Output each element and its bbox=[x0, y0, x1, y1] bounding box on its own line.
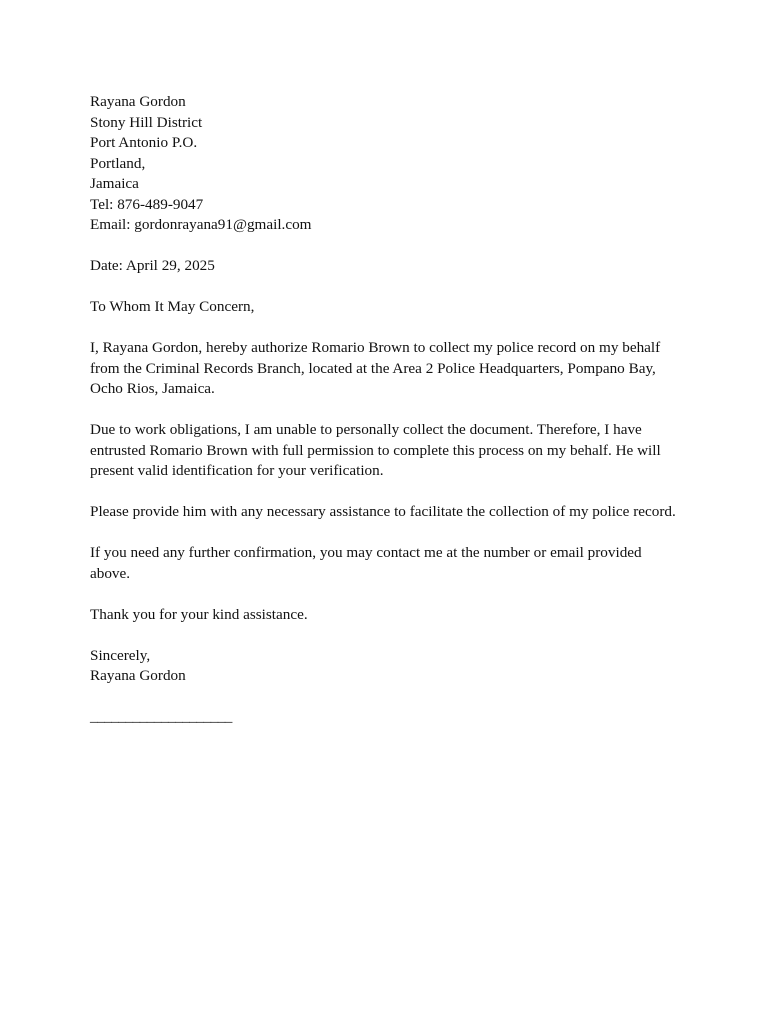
sender-tel: Tel: 876-489-9047 bbox=[90, 195, 204, 213]
signature-line: ____________________ bbox=[90, 708, 232, 725]
body-paragraph-4 bbox=[90, 543, 690, 584]
closing-block bbox=[90, 646, 690, 687]
paragraph-line: Due to work obligations, I am unable to personally collect the document. Therefore, I have bbox=[90, 421, 642, 438]
sender-address-line: Stony Hill District bbox=[90, 113, 203, 131]
body-paragraph-5 bbox=[90, 605, 690, 626]
paragraph-line: Ocho Rios, Jamaica. bbox=[90, 380, 215, 397]
paragraph-line: from the Criminal Records Branch, located at the Area 2 Police Headquarters, Pompano Bay, bbox=[90, 359, 656, 377]
salutation-text: To Whom It May Concern, bbox=[90, 298, 255, 315]
closing-name: Rayana Gordon bbox=[90, 667, 186, 684]
sender-name: Rayana Gordon bbox=[90, 93, 186, 110]
paragraph-line: I, Rayana Gordon, hereby authorize Romario Brown to collect my police record on my behalf bbox=[90, 339, 661, 356]
salutation bbox=[90, 297, 690, 318]
sender-email: Email: gordonrayana91@gmail.com bbox=[90, 216, 312, 233]
body-paragraph-1 bbox=[90, 338, 690, 400]
sender-block bbox=[90, 92, 690, 236]
paragraph-line: Thank you for your kind assistance. bbox=[90, 605, 308, 623]
valediction: Sincerely, bbox=[90, 646, 151, 664]
sender-address-line: Jamaica bbox=[90, 175, 139, 192]
date-text: Date: April 29, 2025 bbox=[90, 257, 215, 274]
paragraph-line: present valid identification for your verification. bbox=[90, 462, 384, 479]
body-paragraph-3 bbox=[90, 502, 690, 523]
paragraph-line: Please provide him with any necessary assistance to facilitate the collection of my police record. bbox=[90, 503, 676, 520]
paragraph-line: If you need any further confirmation, you may contact me at the number or email provided bbox=[90, 544, 642, 561]
paragraph-line: entrusted Romario Brown with full permission to complete this process on my behalf. He will bbox=[90, 441, 661, 459]
signature-block bbox=[90, 707, 690, 728]
body-paragraph-2 bbox=[90, 420, 690, 482]
sender-address-line: Port Antonio P.O. bbox=[90, 134, 198, 151]
letter bbox=[90, 92, 690, 728]
sender-address-line: Portland, bbox=[90, 154, 146, 172]
date bbox=[90, 256, 690, 277]
paragraph-line: above. bbox=[90, 564, 131, 582]
